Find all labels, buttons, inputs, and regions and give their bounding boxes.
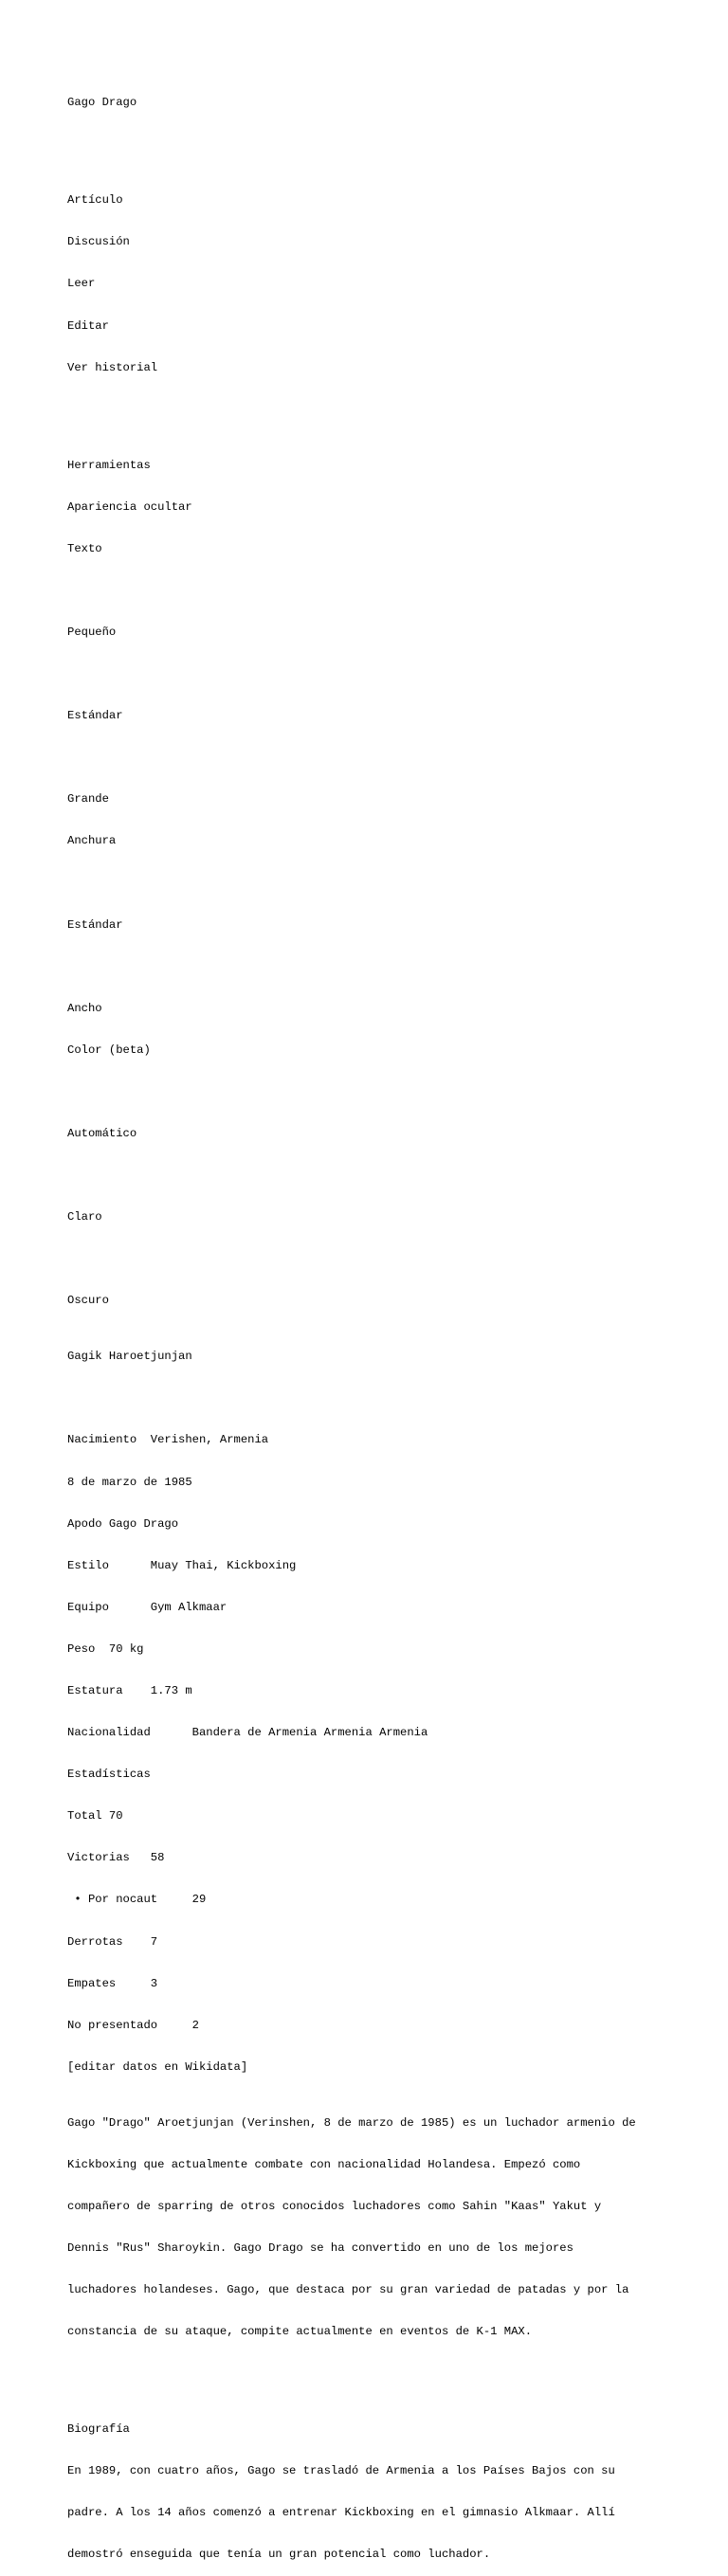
infobox-no-contest: No presentado 2 xyxy=(67,2018,199,2032)
spacer xyxy=(67,138,693,153)
intro-line: Gago "Drago" Aroetjunjan (Verinshen, 8 de marzo de 1985) es un luchador armenio de xyxy=(67,2115,636,2130)
color-auto-option[interactable]: Automático xyxy=(67,1127,137,1141)
infobox-ko: • Por nocaut 29 xyxy=(67,1893,207,1907)
infobox-height: Estatura 1.73 m xyxy=(67,1683,192,1697)
infobox-style: Estilo Muay Thai, Kickboxing xyxy=(67,1558,297,1572)
infobox-total: Total 70 xyxy=(67,1809,123,1823)
spacer xyxy=(67,667,693,681)
spacer xyxy=(67,960,693,974)
biography-line: En 1989, con cuatro años, Gago se trasladó de Armenia a los Países Bajos con su xyxy=(67,2464,615,2478)
tools-menu[interactable]: Herramientas xyxy=(67,458,151,472)
infobox-nationality: Nacionalidad Bandera de Armenia Armenia Armenia xyxy=(67,1726,428,1740)
text-size-large-option[interactable]: Grande xyxy=(67,792,109,807)
color-label: Color (beta) xyxy=(67,1043,151,1057)
tab-read[interactable]: Leer xyxy=(67,277,96,291)
spacer xyxy=(67,2367,693,2381)
appearance-toggle[interactable]: Apariencia ocultar xyxy=(67,499,192,514)
tab-edit[interactable]: Editar xyxy=(67,318,109,333)
biography-line: demostró enseguida que tenía un gran potencial como luchador. xyxy=(67,2548,491,2562)
spacer xyxy=(67,751,693,765)
infobox-birth: Nacimiento Verishen, Armenia xyxy=(67,1433,269,1447)
spacer xyxy=(67,1391,693,1406)
infobox-losses: Derrotas 7 xyxy=(67,1934,158,1949)
intro-line: compañero de sparring de otros conocidos luchadores como Sahin "Kaas" Yakut y xyxy=(67,2199,602,2213)
biography-heading: Biografía xyxy=(67,2422,130,2436)
width-wide-option[interactable]: Ancho xyxy=(67,1001,102,1015)
spacer xyxy=(67,1085,693,1099)
width-label: Anchura xyxy=(67,834,117,848)
tab-history[interactable]: Ver historial xyxy=(67,360,158,374)
infobox-team: Equipo Gym Alkmaar xyxy=(67,1600,228,1614)
infobox-nickname: Apodo Gago Drago xyxy=(67,1516,179,1531)
spacer xyxy=(67,584,693,598)
infobox-draws: Empates 3 xyxy=(67,1976,158,1990)
intro-line: Dennis "Rus" Sharoykin. Gago Drago se ha convertido en uno de los mejores xyxy=(67,2240,573,2255)
spacer xyxy=(67,877,693,891)
intro-line: Kickboxing que actualmente combate con nacionalidad Holandesa. Empezó como xyxy=(67,2157,581,2171)
infobox-weight: Peso 70 kg xyxy=(67,1642,144,1656)
intro-line: luchadores holandeses. Gago, que destaca por su gran variedad de patadas y por la xyxy=(67,2283,629,2296)
infobox-name: Gagik Haroetjunjan xyxy=(67,1350,192,1364)
width-standard-option[interactable]: Estándar xyxy=(67,917,123,932)
intro-line: constancia de su ataque, compite actualmente en eventos de K-1 MAX. xyxy=(67,2325,533,2339)
document-page xyxy=(67,68,693,2576)
color-light-option[interactable]: Claro xyxy=(67,1210,102,1225)
spacer xyxy=(67,1252,693,1266)
wikidata-edit-link[interactable]: [editar datos en Wikidata] xyxy=(67,2059,248,2074)
infobox-stats-header: Estadísticas xyxy=(67,1768,151,1782)
tab-discussion[interactable]: Discusión xyxy=(67,235,130,249)
text-size-label: Texto xyxy=(67,541,102,555)
text-size-small-option[interactable]: Pequeño xyxy=(67,625,117,639)
infobox-wins: Victorias 58 xyxy=(67,1851,165,1865)
biography-line: padre. A los 14 años comenzó a entrenar Kickboxing en el gimnasio Alkmaar. Allí xyxy=(67,2506,615,2520)
spacer xyxy=(67,1169,693,1183)
page-title: Gago Drago xyxy=(67,96,137,110)
infobox-birth-date: 8 de marzo de 1985 xyxy=(67,1475,192,1489)
spacer xyxy=(67,403,693,417)
color-dark-option[interactable]: Oscuro xyxy=(67,1294,109,1308)
tab-article[interactable]: Artículo xyxy=(67,193,123,208)
text-size-standard-option[interactable]: Estándar xyxy=(67,709,123,723)
